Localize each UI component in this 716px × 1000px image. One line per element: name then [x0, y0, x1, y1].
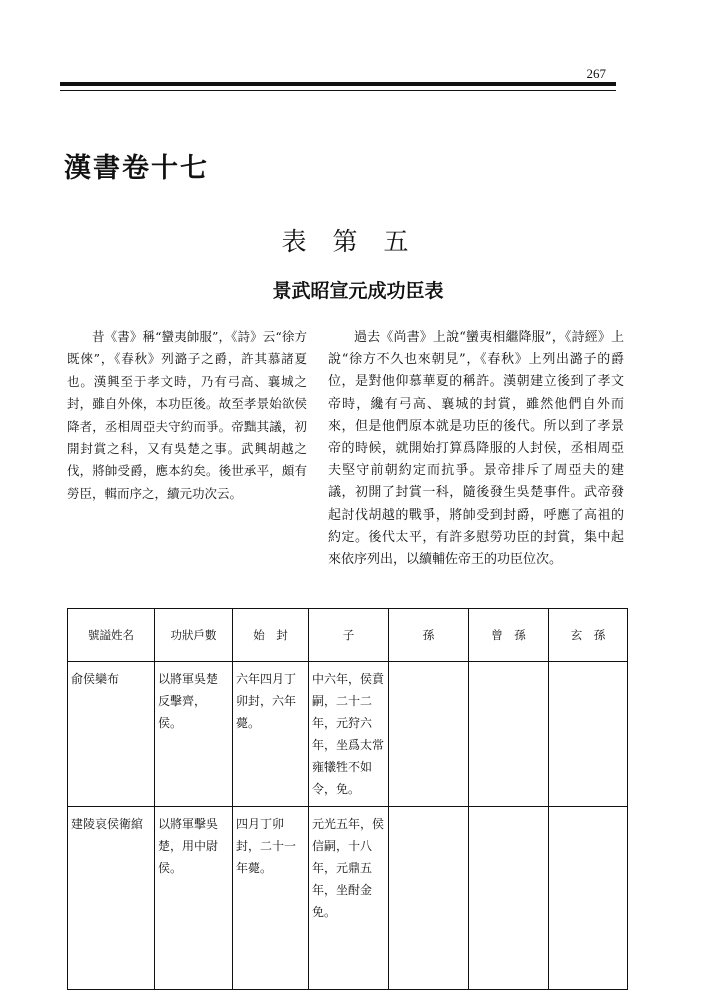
header-rule-thin — [60, 90, 616, 91]
cell-first-enfeoffed: 四月丁卯封，二十一年薨。 — [233, 807, 309, 990]
cell-merit: 以將軍吳楚反擊齊，侯。 — [155, 662, 233, 807]
cell-great-grandson — [469, 662, 549, 807]
cell-grandson — [389, 807, 469, 990]
translation-text: 過去《尚書》上說“蠻夷相繼降服”，《詩經》上說“徐方不久也來朝見”，《春秋》上列出潞子的爵位，是對他仰慕華夏的稱許。漢朝建立後到了孝文帝時，纔有弓高、襄城的封賞，雖然他們自外而來，但是他們原本就是功臣的後代。所以到了孝景帝的時候，就開始打算爲降服的人封侯，丞相周亞夫堅守前朝約定而抗爭。景帝排斥了周亞夫的建議，初開了封賞一科，隨後發生吳楚事件。武帝發起討伐胡越的戰爭，將帥受到封爵，呼應了高祖的約定。後代太平，有許多慰勞功臣的封賞，集中起來依序列出，以續輔佐帝王的功臣位次。 — [328, 330, 624, 568]
table-row — [68, 807, 628, 990]
cell-first-enfeoffed: 六年四月丁卯封，六年薨。 — [233, 662, 309, 807]
cell-merit: 以將軍擊吳楚，用中尉侯。 — [155, 807, 233, 990]
volume-title: 漢書卷十七 — [64, 153, 209, 184]
header-son: 子 — [309, 609, 389, 662]
header-merit: 功狀戶數 — [155, 609, 233, 662]
table-row — [68, 662, 628, 807]
cell-grandson — [389, 662, 469, 807]
header-first-enfeoffed: 始 封 — [233, 609, 309, 662]
header-great-great-grandson: 玄 孫 — [549, 609, 628, 662]
header-rule-thick — [60, 82, 616, 86]
cell-great-grandson — [469, 807, 549, 990]
header-name: 號謚姓名 — [68, 609, 155, 662]
cell-great-great-grandson — [549, 807, 628, 990]
table-header-row — [68, 609, 628, 662]
cell-great-great-grandson — [549, 662, 628, 807]
cell-name: 建陵哀侯衛綰 — [68, 807, 155, 990]
header-great-grandson: 曾 孫 — [469, 609, 549, 662]
chronological-table — [67, 608, 628, 990]
cell-name: 俞侯欒布 — [68, 662, 155, 807]
section-title: 表第五 — [281, 227, 435, 256]
page-number: 267 — [586, 66, 606, 81]
cell-son: 元光五年，侯信嗣，十八年，元鼎五年，坐酎金免。 — [309, 807, 389, 990]
header-grandson: 孫 — [389, 609, 469, 662]
classical-text: 昔《書》稱“蠻夷帥服”，《詩》云“徐方既倈”，《春秋》列潞子之爵，許其慕諸夏也。漢興至于孝文時，乃有弓高、襄城之封，雖自外倈，本功臣後。故至孝景始欲侯降者，丞相周亞夫守約而爭。帝黜其議，初開封賞之科，又有吳楚之事。武興胡越之伐，將帥受爵，應本約矣。後世承平，頗有勞臣，輯而序之，續元功次云。 — [67, 329, 307, 501]
table-title: 景武昭宣元成功臣表 — [272, 280, 444, 302]
cell-son: 中六年，侯賁嗣，二十二年，元狩六年，坐爲太常雍犧牲不如令，免。 — [309, 662, 389, 807]
